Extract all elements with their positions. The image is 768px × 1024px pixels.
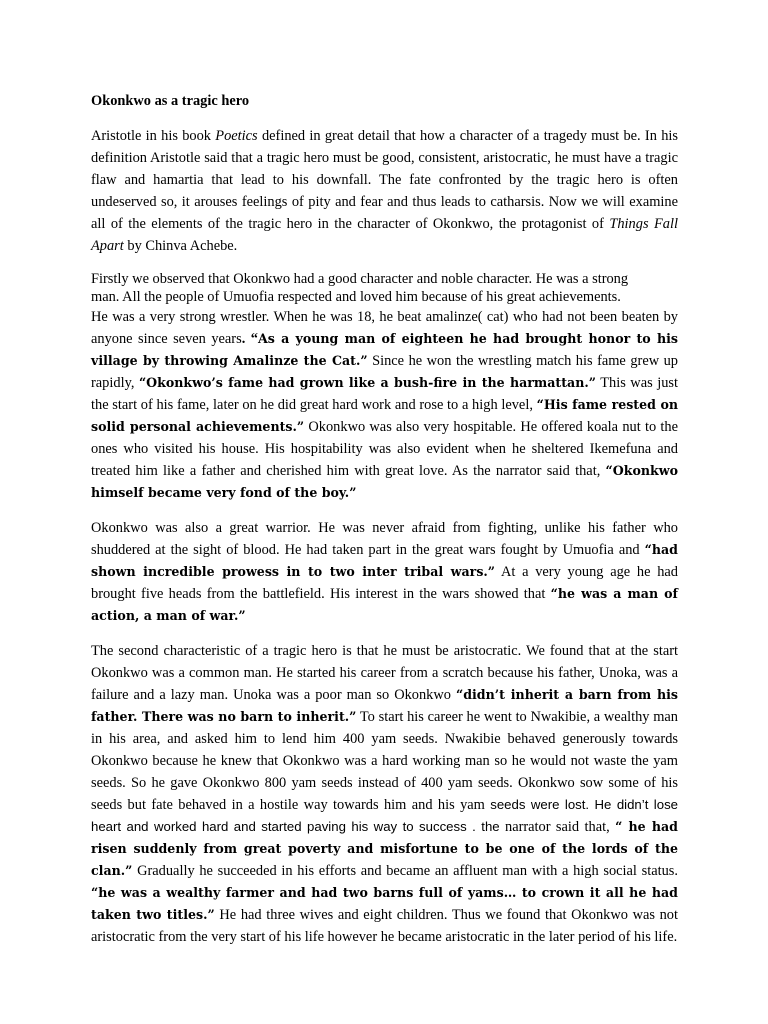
paragraph-intro bbox=[91, 125, 678, 257]
quote: “he was a man of action, a man of war.” bbox=[91, 586, 678, 623]
paragraph-good-character bbox=[91, 270, 678, 306]
quote: “didn’t inherit a barn from his father. There was no barn to inherit.” bbox=[91, 687, 678, 724]
quote: “His fame rested on solid personal achievements.” bbox=[91, 397, 679, 434]
quote: “had shown incredible prowess in to two inter tribal wars.” bbox=[91, 542, 678, 579]
text: by Chinva Achebe. bbox=[123, 238, 238, 254]
text: Gradually he succeeded in his efforts and became an affluent man with a high social status. bbox=[132, 863, 678, 879]
text: At a very young age he had brought five heads from the battlefield. His interest in the wars showed that bbox=[91, 564, 678, 602]
paragraph-aristocratic bbox=[91, 640, 678, 948]
text: . “ bbox=[241, 331, 258, 347]
quote: “ he had risen suddenly from great poverty and misfortune to be one of the lords of the clan.” bbox=[91, 819, 678, 878]
quote: As a young man of eighteen he had brought honor to his village by throwing Amalinze the Cat.” bbox=[91, 331, 679, 368]
text: The second characteristic of a tragic hero is that he must be aristocratic. We found that at the start Okonkwo was a common man. He started his career from a scratch because his father, Unoka, was a failure and a lazy man. Unoka was a poor man so Okonkwo bbox=[91, 643, 678, 703]
text: Since he won the wrestling match his fame grew up rapidly, bbox=[91, 353, 678, 391]
text: Okonkwo was also a great warrior. He was never afraid from fighting, unlike his father who shuddered at the sight of blood. He had taken part in the great wars fought by Umuofia and bbox=[91, 520, 678, 558]
text: This was just the start of his fame, later on he did great hard work and rose to a high level, bbox=[91, 375, 678, 413]
text-line: man. All the people of Umuofia respected and loved him because of his great achievements. bbox=[91, 289, 621, 305]
text: He had three wives and eight children. Thus we found that Okonkwo was not aristocratic from the very start of his life however he became aristocratic in the later period of his life. bbox=[91, 907, 679, 945]
document-title: Okonkwo as a tragic hero bbox=[91, 93, 250, 109]
text: He was a very strong wrestler. When he was 18, he beat amalinze( cat) who had not been beaten by anyone since seven years bbox=[91, 309, 678, 347]
text: narrator said that, bbox=[499, 819, 616, 835]
paragraph-wrestler bbox=[91, 306, 678, 504]
text: defined in great detail that how a character of a tragedy must be. In his definition Aristotle said that a tragic hero must be good, consistent, aristocratic, he must have a tragic flaw and hamartia that lead to his downfall. The fate confronted by the tragic hero is often undeserved so, it arouses feelings of pity and fear and thus leads to catharsis. Now we will examine all of the elements of the tragic hero in the character of Okonkwo, the protagonist of bbox=[91, 128, 678, 232]
book-title-things-fall-apart: Things Fall Apart bbox=[91, 216, 678, 254]
text: To start his career he went to Nwakibie, a wealthy man in his area, and asked him to lend him 400 yam seeds. Nwakibie behaved generously towards Okonkwo because he knew that Okonkwo was a hard working man so he would not waste the yam seeds. So he gave Okonkwo 800 yam seeds instead of 400 yam seeds. Okonkwo sow some of his seeds but fate behaved in a hostile way towards him and his yam bbox=[91, 709, 678, 813]
text-line: Firstly we observed that Okonkwo had a good character and noble character. He was a strong bbox=[91, 271, 629, 287]
quote: “he was a wealthy farmer and had two barns full of yams… to crown it all he had taken two titles.” bbox=[91, 885, 678, 922]
quote: “Okonkwo’s fame had grown like a bush-fire in the harmattan.” bbox=[138, 375, 596, 390]
quote: “Okonkwo himself became very fond of the boy.” bbox=[91, 463, 678, 500]
paragraph-warrior bbox=[91, 517, 678, 627]
text-sans: seeds were lost. He didn’t lose heart and worked hard and started paving his way to success . the bbox=[91, 797, 679, 834]
text: Okonkwo was also very hospitable. He offered koala nut to the ones who visited his house. His hospitability was also evident when he sheltered Ikemefuna and treated him like a father and cherished him with great love. As the narrator said that, bbox=[91, 419, 678, 479]
book-title-poetics: Poetics bbox=[215, 128, 258, 144]
text: Aristotle in his book bbox=[91, 128, 216, 144]
